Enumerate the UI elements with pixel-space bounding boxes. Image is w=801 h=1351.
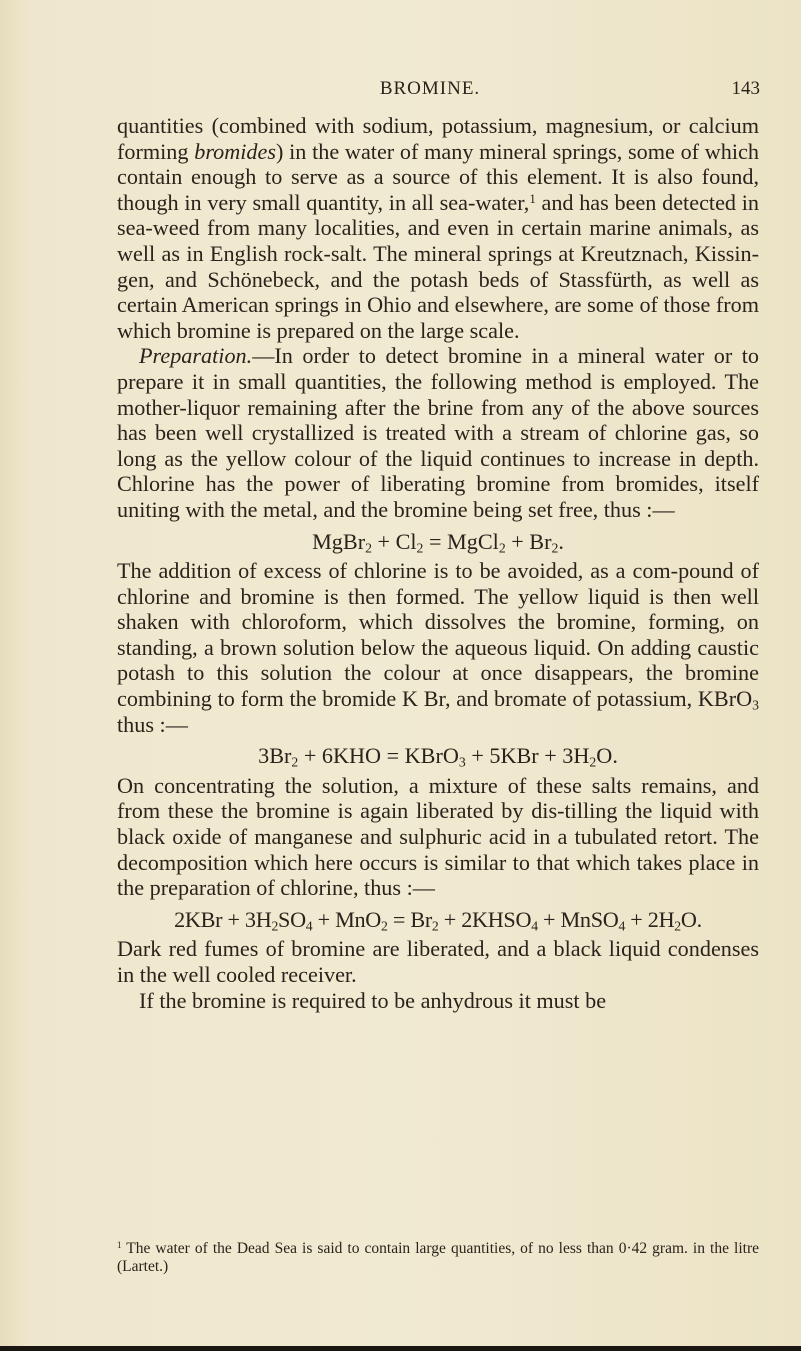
running-title: BROMINE. (379, 78, 481, 99)
paragraph-5: Dark red fumes of bromine are liberated, and a black liquid condenses in the well cooled receiver. (117, 936, 759, 987)
eq1-sub: 2 (416, 539, 424, 555)
eq3-sub: 4 (531, 918, 538, 934)
paragraph-1 (117, 113, 759, 343)
equation-1 (117, 529, 759, 555)
body-text (117, 113, 759, 1013)
eq3-sub: 4 (305, 918, 313, 934)
eq3-sub: 4 (618, 918, 626, 934)
paragraph-1-text-c: and has been detected in sea-weed from many localities, and even in certain marine animals, as well as in English rock-salt. The mineral springs at Kreutznach, Kissin-gen, and Schönebeck, and the potash beds of Stassfürth, as well as certain American springs in Ohio and elsewhere, are some of those from which bromine is prepared on the large scale. (117, 189, 759, 343)
bottom-edge-rule (0, 1346, 801, 1351)
paragraph-1-text-b: ) in the water of many mineral springs, some of which contain enough to serve as a source of this element. It is also found, though in very small quantity, in all sea-water, (117, 138, 759, 215)
eq1-sub: 2 (498, 539, 506, 555)
eq3-part: + MnO (312, 906, 382, 932)
paragraph-3-text: The addition of excess of chlorine is to be avoided, as a com-pound of chlorine and bromine is then formed. The yellow liquid is then well shaken with chloroform, which dissolves the bromine, forming, on standing, a brown solution below the aqueous liquid. On adding caustic potash to this solution the colour at once disappears, the bromine combining to form the bromide K Br, and bromate of potassium, KBrO (117, 558, 759, 712)
eq2-part: 3Br (258, 743, 292, 769)
eq1-sub: 2 (551, 539, 559, 555)
eq3-part: + 2KHSO (438, 906, 532, 932)
equation-2 (117, 743, 759, 769)
paragraph-preparation (117, 343, 759, 522)
eq1-sub: 2 (365, 539, 372, 555)
section-heading-preparation: Preparation. (139, 343, 253, 369)
eq1-part: + Cl (371, 528, 417, 554)
eq3-sub: 2 (271, 918, 279, 934)
paragraph-3-sub: 3 (752, 697, 759, 713)
eq2-part: O. (596, 743, 618, 769)
emphasis-bromides: bromides (194, 138, 276, 164)
footnote (117, 1240, 759, 1276)
paragraph-2-text: —In order to detect bromine in a mineral water or to prepare it in small quantities, the following method is employed. The mother-liquor remaining after the brine from any of the above sources has been well crystallized is treated with a stream of chlorine gas, so long as the yellow colour of the liquid continues to increase in depth. Chlorine has the power of liberating bromine from bromides, itself uniting with the metal, and the bromine being set free, thus :— (117, 343, 759, 522)
eq1-part: = MgCl (423, 528, 499, 554)
equation-3 (117, 907, 759, 933)
paragraph-4: On concentrating the solution, a mixture of these salts remains, and from these the bromine is again liberated by dis-tilling the liquid with black oxide of manganese and sulphuric acid in a tubulated retort. The decomposition which here occurs is similar to that which takes place in the preparation of chlorine, thus :— (117, 772, 759, 901)
eq1-part: . (558, 528, 564, 554)
eq3-part: = Br (387, 906, 432, 932)
footnote-text: The water of the Dead Sea is said to contain large quantities, of no less than 0·42 gram. in the litre (Lartet.) (117, 1240, 759, 1275)
eq1-part: + Br (505, 528, 552, 554)
eq2-part: + 5KBr + 3H (465, 743, 590, 769)
eq2-part: + 6KHO = KBrO (298, 743, 459, 769)
paragraph-3 (117, 558, 759, 737)
eq3-part: O. (680, 906, 702, 932)
page-header (100, 78, 760, 108)
footnote-reference: 1 (529, 191, 536, 206)
eq2-sub: 3 (458, 754, 466, 770)
eq2-sub: 2 (291, 754, 299, 770)
paragraph-3-end: thus :— (117, 711, 188, 737)
eq3-sub: 2 (381, 918, 388, 934)
paragraph-6: If the bromine is required to be anhydrous it must be (139, 987, 607, 1013)
eq3-part: SO (278, 906, 306, 932)
paragraph-1-text-a: quantities (combined with sodium, potassium, magnesium, or calcium forming (117, 113, 759, 164)
eq1-part: MgBr (312, 528, 366, 554)
eq3-sub: 2 (674, 918, 681, 934)
eq3-part: 2KBr + 3H (174, 906, 272, 932)
page-number: 143 (731, 78, 760, 99)
eq3-sub: 2 (431, 918, 439, 934)
eq3-part: + MnSO (537, 906, 619, 932)
eq2-sub: 2 (589, 754, 597, 770)
eq3-part: + 2H (625, 906, 675, 932)
footnote-marker: 1 (117, 1240, 122, 1251)
